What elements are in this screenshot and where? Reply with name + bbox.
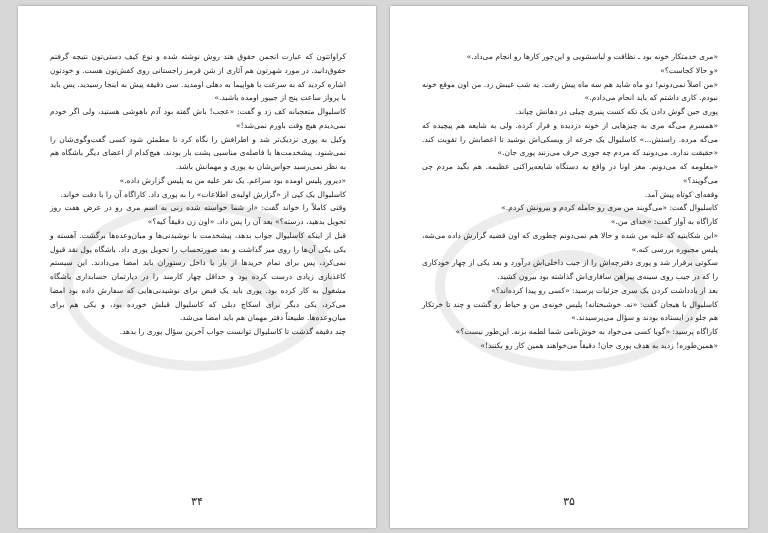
paragraph: «مری خدمتکار خونه بود ـ نظافت و لباسشویی و این‌جور کارها رو انجام می‌داد.» bbox=[466, 52, 718, 61]
page-text bbox=[50, 50, 346, 339]
book-page-left bbox=[18, 6, 376, 528]
paragraph: کاسلیوال با هیجان گفت: «نه. خوشبختانه! پلیس خونه‌ی من و حیاط رو گشت و چند تا خرتکار هم جلو در ایستاده بودند و سؤال می‌پرسیدند.» bbox=[422, 299, 718, 323]
paragraph: کاسلیوال یک کپی از «گزارش اولیه‌ی اطلاعات» را به پوری داد. کاراگاه آن را با دقت خواند. bbox=[60, 189, 346, 199]
paragraph: چند دقیقه گذشت تا کاسلیوال توانست جواب آخرین سؤال پوری را بدهد. bbox=[119, 327, 346, 336]
paragraph: سکوتی برقرار شد و پوری دفترچه‌اش را از جیب داخلی‌اش درآورد و بعد یکی از چهار خودکاری را که در جیب روی سینه‌ی پیراهن سافاری‌اش گذاشته بود بیرون کشید. bbox=[422, 258, 718, 281]
paragraph: پوری حین گوش دادن یک تکه کست پنیری چیلی در دهانش چپاند. bbox=[515, 107, 718, 116]
paragraph: «و حالا کجاست؟» bbox=[660, 65, 718, 75]
book-page-right bbox=[390, 6, 748, 528]
paragraph: «این شکایتیه که علیه من شده و حالا هم نمی‌دونم چطوری که اون قضیه گزارش داده می‌شه، پلیس مجبوره بررسی کنه.» bbox=[422, 230, 718, 254]
paragraph: «معلومه که می‌دونم. مغز اونا در واقع یه دستگاه شایعه‌پراکنی عظیمه. هم بگید مردم چی می‌گویند؟» bbox=[422, 162, 718, 185]
paragraph: «من اصلاً نمی‌دونم! دو ماه شاید هم سه ماه پیش رفت. یه شب غیبش زد. من اون موقع خونه نبودم. کاری داشتم که باید انجام می‌دادم.» bbox=[422, 79, 718, 103]
paragraph: وقتی کاملاً را خواند گفت: «از شما خواسته شده زنی به اسم مری رو در عرض هفت روز تحویل بدهید، درسته؟» بعد آن را پس داد. «اون زن دقیقاً کیه؟» bbox=[50, 203, 346, 226]
paragraph: «همسرم می‌گه مری به چیزهایی از خونه دزدیده و فرار کرده. ولی به شایعه هم پیچیده که می‌گه مرده. راستش...» کاسلیوال یک جرعه از ویسکی‌اش نوشید تا اعصابش را تقویت کند. «حقیقت نداره. می‌دونید که مردم چه جوری حرف می‌زنند پوری جان.» bbox=[422, 120, 718, 158]
paragraph: «همین‌طوره! زدید به هدف پوری جان! دقیقاً می‌خواهند همین کار رو بکنند!» bbox=[480, 340, 718, 350]
paragraph: کراواتتون که عبارت انجمن حقوق هند روش نوشته شده و نوع کیف دستی‌تون نتیجه گرفتم حقوق‌دانید. در مورد شهرتون هم آثاری از شن قرمز راجستانی روی کفش‌تون هست. و خودتون اشاره کردید که به سرعت با هواپیما به دهلی اومدید. سی دقیقه پیش به اینجا رسیدید. پس باید با پرواز ساعت پنج از جیپور اومده باشید.» bbox=[50, 52, 346, 103]
page-number: ۳۵ bbox=[563, 495, 575, 508]
paragraph: کاراگاه به آواز گفت: «خدای من.» bbox=[610, 217, 718, 226]
paragraph: کاسلیوال گفت: «می‌گویند من مری رو حامله کردم و بیرونش کردم.» bbox=[501, 203, 718, 213]
paragraph: کاراگاه پرسید: «گویا کسی می‌خواد به خوش‌نامی شما لطمه بزنه. این‌طور نیست؟» bbox=[455, 327, 718, 336]
paragraph: کاسلیوال متعجبانه کف زد و گفت: «عجب! باش گفته بود آدم باهوشی هستید، ولی اگر خودم نمی‌دیدم هیچ وقت باورم نمی‌شد!» bbox=[50, 107, 346, 130]
paragraph: قبل از اینکه کاسلیوال جواب بدهد، پیشخدمت با نوشیدنی‌ها و میان‌وعده‌ها برگشت. آهسته و یکی یکی آن‌ها را روی میز گذاشت و بعد صورتحساب را تحویل پوری داد. باشگاه پول نقد قبول نمی‌کرد، پس برای تمام خریدها از بار یا داخل رستوران باید امضا می‌دادند. این سیستم کاغذبازی زیادی درست کرده بود و حداقل چهار کارمند را در دپارتمان حسابداری باشگاه مشغول به کار کرده بود. پوری باید یک قبض برای نوشیدنی‌هایی که سفارش داده بود امضا می‌کرد، یکی دیگر برای اسکاچ دبلی که کاسلیوال قبلش خورده بود، و یکی هم برای میان‌وعده‌ها. طبیعتاً دفتر مهمان هم باید امضا می‌شد. bbox=[50, 230, 346, 323]
paragraph: وقفه‌ای کوتاه پیش آمد. bbox=[644, 189, 718, 199]
paragraph: «دیروز پلیس اومده بود سراغم. یک نفر علیه من به پلیس گزارش داده.» bbox=[119, 175, 346, 185]
page-number: ۳۴ bbox=[191, 495, 203, 508]
paragraph: بعد از یادداشت کردن یک سری جزئیات پرسید: «کسی رو پیدا کرده‌اند؟» bbox=[491, 285, 718, 295]
page-text bbox=[422, 50, 718, 353]
paragraph: وکیل به پوری نزدیک‌تر شد و اطرافش را نگاه کرد تا مطمئن شود کسی گفت‌وگوی‌شان را نمی‌شنود. پیشخدمت‌ها با فاصله‌ی مناسبی پشت بار بودند. هیچ‌کدام از اعضای دیگر باشگاه هم به نظر نمی‌رسید حواس‌شان به پوری و مهمانش باشد. bbox=[50, 134, 346, 171]
